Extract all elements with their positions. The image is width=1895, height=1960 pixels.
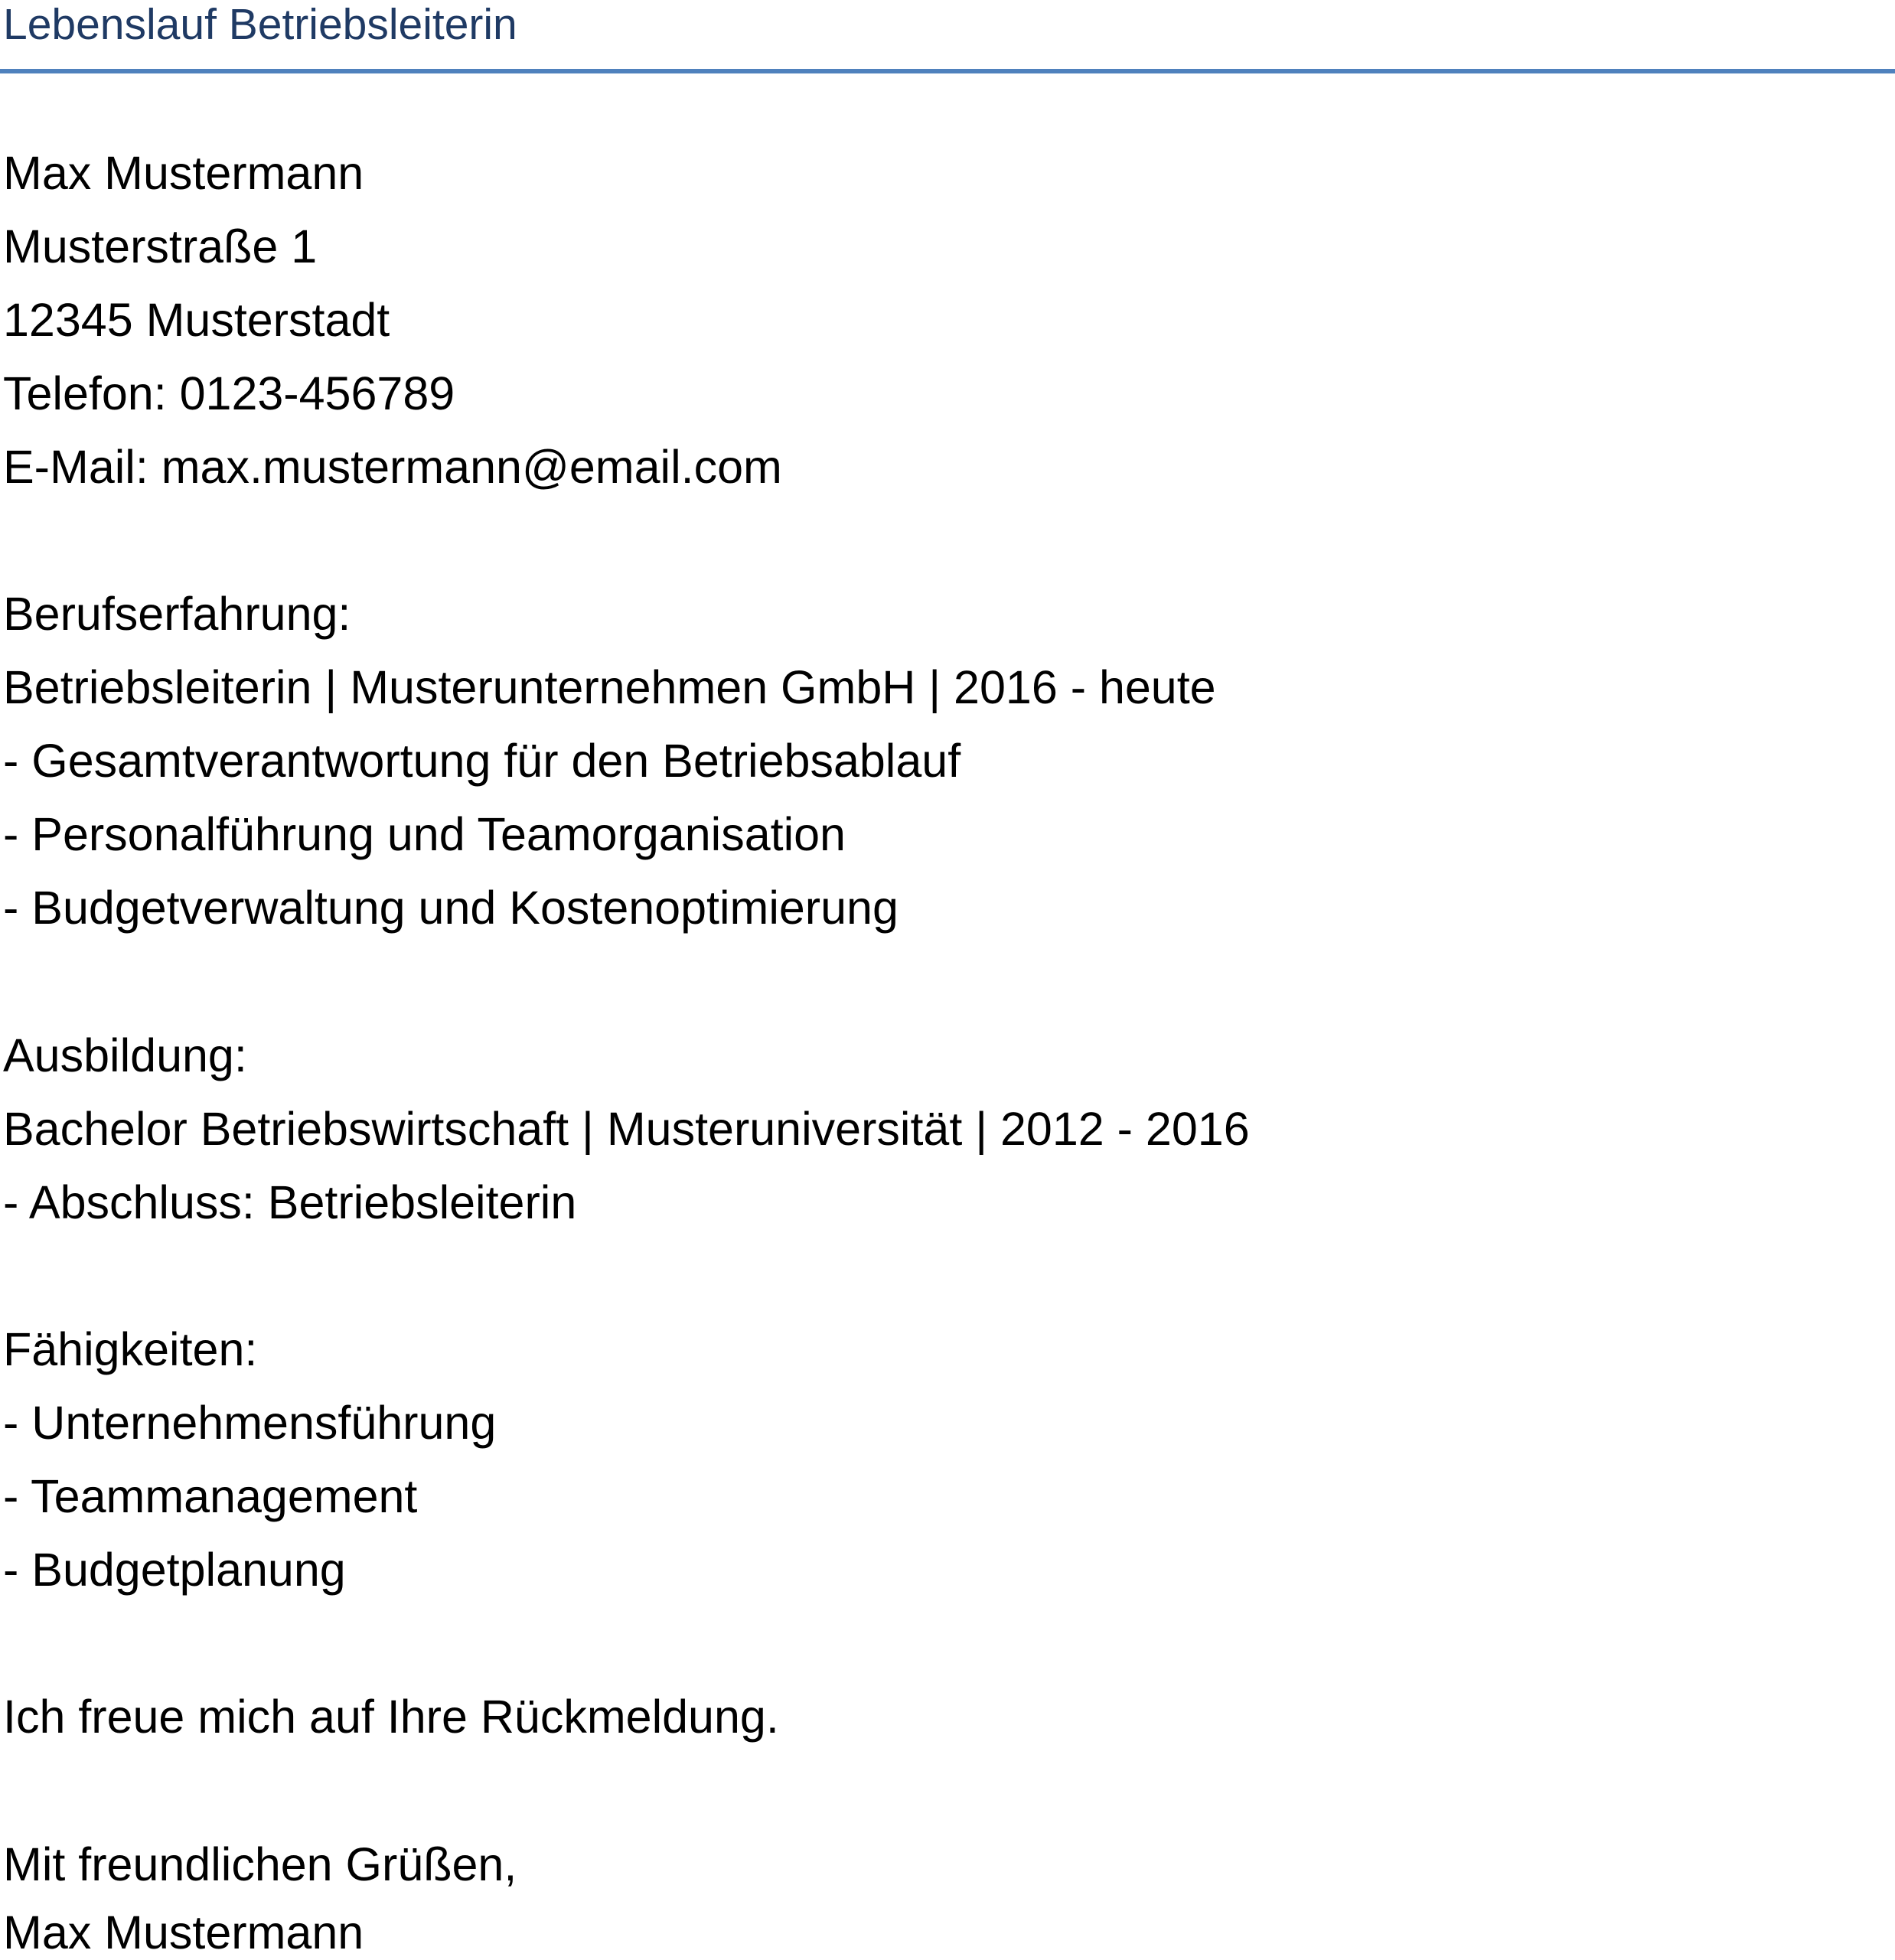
experience-item: - Budgetverwaltung und Kostenoptimierung [3, 882, 899, 934]
contact-phone: Telefon: 0123-456789 [3, 367, 455, 419]
title-divider [0, 69, 1895, 73]
experience-item: - Personalführung und Teamorganisation [3, 808, 846, 860]
experience-heading: Berufserfahrung: [3, 588, 351, 640]
closing-salutation: Mit freundlichen Grüßen, [3, 1838, 517, 1890]
contact-email: E-Mail: max.mustermann@email.com [3, 441, 782, 493]
experience-item: - Gesamtverantwortung für den Betriebsablauf [3, 735, 961, 787]
skills-item: - Unternehmensführung [3, 1397, 497, 1449]
skills-item: - Teammanagement [3, 1470, 418, 1522]
education-heading: Ausbildung: [3, 1029, 247, 1081]
contact-city: 12345 Musterstadt [3, 294, 390, 346]
document-title: Lebenslauf Betriebsleiterin [3, 0, 517, 49]
signature-name: Max Mustermann [3, 1906, 364, 1958]
skills-heading: Fähigkeiten: [3, 1323, 258, 1375]
contact-name: Max Mustermann [3, 147, 364, 199]
education-degree: Bachelor Betriebswirtschaft | Musteruniversität | 2012 - 2016 [3, 1103, 1250, 1155]
contact-street: Musterstraße 1 [3, 220, 318, 272]
experience-position: Betriebsleiterin | Musterunternehmen GmbH | 2016 - heute [3, 661, 1216, 713]
closing-text: Ich freue mich auf Ihre Rückmeldung. [3, 1691, 779, 1743]
education-item: - Abschluss: Betriebsleiterin [3, 1176, 577, 1228]
skills-item: - Budgetplanung [3, 1544, 346, 1596]
